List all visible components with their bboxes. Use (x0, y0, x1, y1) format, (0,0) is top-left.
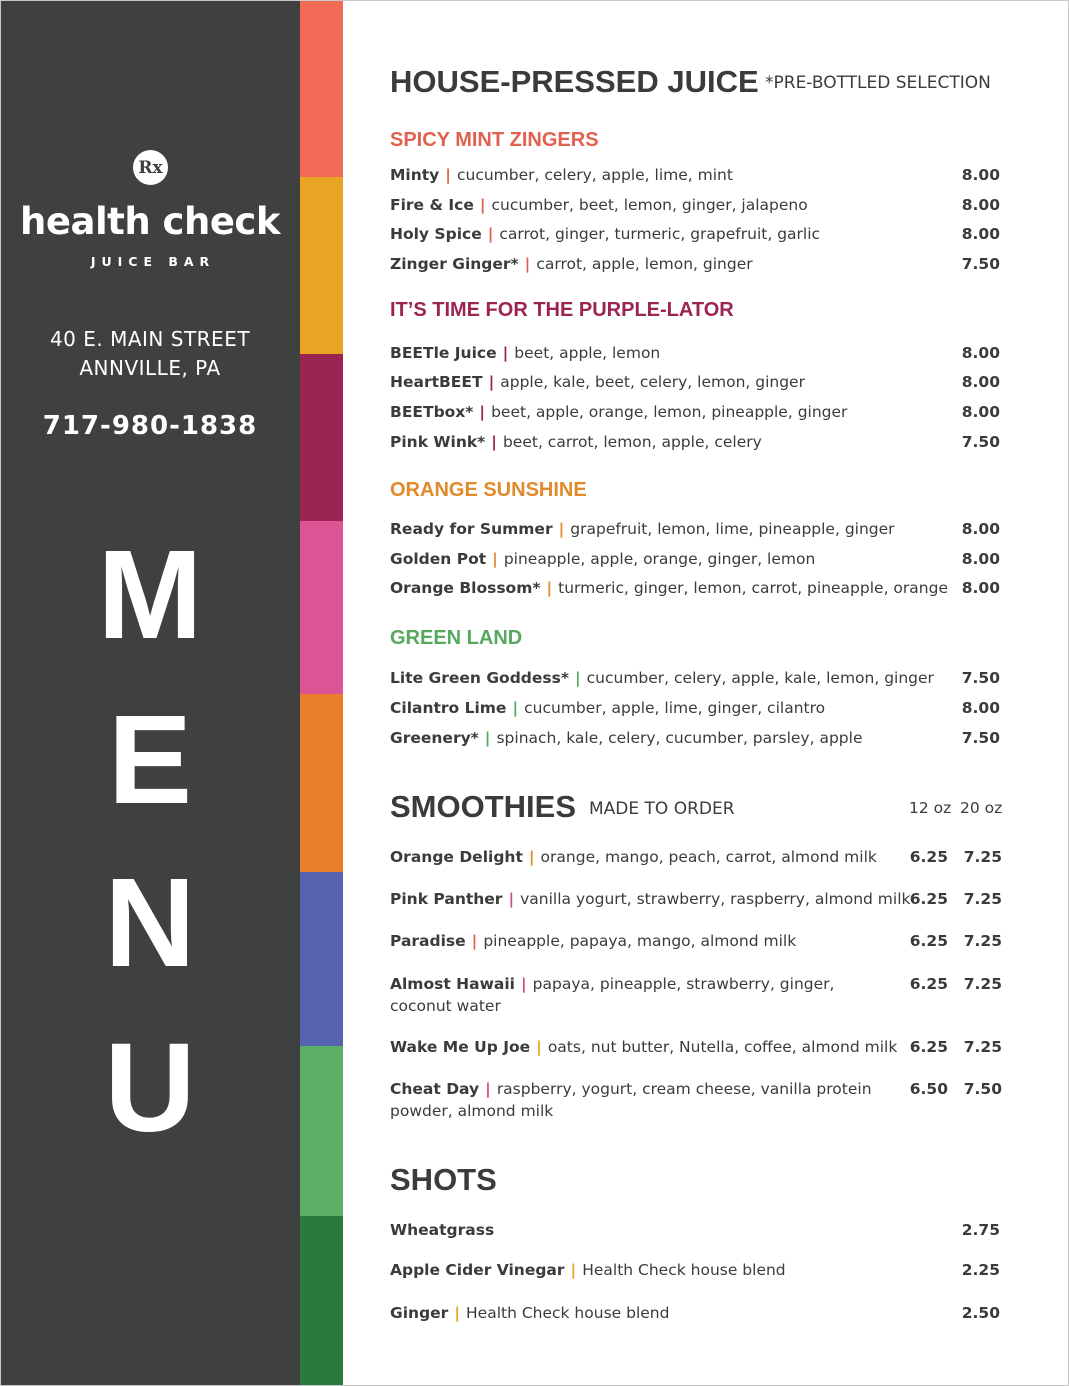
item-name: BEETbox* (390, 403, 474, 421)
item-price: 7.50 (961, 729, 1000, 747)
item-price-20oz: 7.50 (963, 1080, 1002, 1098)
item-desc: grapefruit, lemon, lime, pineapple, ginger (570, 520, 895, 538)
item-desc: apple, kale, beet, celery, lemon, ginger (500, 373, 805, 391)
item-name: Paradise (390, 932, 466, 950)
item-desc: papaya, pineapple, strawberry, ginger, (532, 975, 835, 993)
list-item: Cheat Day | raspberry, yogurt, cream cheese, vanilla protein powder, almond milk 6.50 7.50 (390, 1080, 1002, 1120)
rx-logo-icon: Rx (133, 150, 168, 185)
sidebar (0, 0, 300, 1386)
item-price: 2.25 (961, 1261, 1000, 1279)
item-price-20oz: 7.25 (963, 932, 1002, 950)
item-desc: beet, apple, lemon (514, 344, 661, 362)
list-item: Pink Panther | vanilla yogurt, strawberry, raspberry, almond milk 6.25 7.25 (390, 890, 1002, 908)
item-price-12oz: 6.25 (909, 932, 948, 950)
juice-section-note: *PRE-BOTTLED SELECTION (765, 73, 991, 93)
item-name: Orange Delight (390, 848, 523, 866)
item-name: Lite Green Goddess* (390, 669, 569, 687)
category-spicy-mint-zingers: SPICY MINT ZINGERS (390, 129, 599, 151)
item-price-12oz: 6.50 (909, 1080, 948, 1098)
item-price: 8.00 (961, 520, 1000, 538)
shots-section-title: SHOTS (390, 1162, 497, 1197)
item-name: Zinger Ginger* (390, 255, 519, 273)
item-name: Cilantro Lime (390, 699, 507, 717)
item-price-20oz: 7.25 (963, 1038, 1002, 1056)
color-strip-orange (300, 694, 343, 872)
item-price-12oz: 6.25 (909, 890, 948, 908)
address-line-1: 40 E. MAIN STREET (49, 327, 251, 351)
item-desc: raspberry, yogurt, cream cheese, vanilla protein (496, 1080, 872, 1098)
item-price: 8.00 (961, 373, 1000, 391)
item-name: Almost Hawaii (390, 975, 515, 993)
list-item: Orange Delight | orange, mango, peach, carrot, almond milk 6.25 7.25 (390, 848, 1002, 866)
list-item: Holy Spice | carrot, ginger, turmeric, grapefruit, garlic 8.00 (390, 225, 1000, 243)
size-header-12oz: 12 oz (909, 799, 952, 817)
smoothies-section-title: SMOOTHIES (390, 789, 577, 824)
item-desc: pineapple, apple, orange, ginger, lemon (503, 550, 816, 568)
item-price-12oz: 6.25 (909, 975, 948, 993)
item-name: Pink Panther (390, 890, 503, 908)
item-price-20oz: 7.25 (963, 890, 1002, 908)
color-strip-dark-green (300, 1216, 343, 1386)
item-desc: oats, nut butter, Nutella, coffee, almond milk (547, 1038, 898, 1056)
list-item: Golden Pot | pineapple, apple, orange, ginger, lemon 8.00 (390, 550, 1000, 568)
item-name: HeartBEET (390, 373, 483, 391)
item-desc: beet, carrot, lemon, apple, celery (502, 433, 762, 451)
list-item: Almost Hawaii | papaya, pineapple, strawberry, ginger, coconut water 6.25 7.25 (390, 975, 1002, 1015)
item-desc: pineapple, papaya, mango, almond milk (483, 932, 797, 950)
item-price: 2.75 (961, 1221, 1000, 1239)
item-desc: orange, mango, peach, carrot, almond milk (540, 848, 877, 866)
item-price: 7.50 (961, 433, 1000, 451)
item-desc: cucumber, celery, apple, lime, mint (456, 166, 733, 184)
address (0, 325, 300, 383)
color-strip-plum (300, 354, 343, 521)
list-item: BEETbox* | beet, apple, orange, lemon, pineapple, ginger 8.00 (390, 403, 1000, 421)
item-name: Wake Me Up Joe (390, 1038, 531, 1056)
item-price: 7.50 (961, 669, 1000, 687)
list-item: Cilantro Lime | cucumber, apple, lime, ginger, cilantro 8.00 (390, 699, 1000, 717)
item-price-12oz: 6.25 (909, 848, 948, 866)
item-desc: spinach, kale, celery, cucumber, parsley, apple (496, 729, 863, 747)
category-purple-lator: IT’S TIME FOR THE PURPLE-LATOR (390, 299, 734, 321)
color-strip-coral (300, 0, 343, 177)
list-item: HeartBEET | apple, kale, beet, celery, lemon, ginger 8.00 (390, 373, 1000, 391)
item-desc: cucumber, beet, lemon, ginger, jalapeno (491, 196, 808, 214)
size-header-20oz: 20 oz (960, 799, 1003, 817)
item-desc-continued: powder, almond milk (390, 1102, 554, 1120)
menu-letter-e: E (107, 689, 193, 830)
item-desc: carrot, ginger, turmeric, grapefruit, garlic (499, 225, 821, 243)
item-price-20oz: 7.25 (963, 975, 1002, 993)
list-item: Ginger | Health Check house blend 2.50 (390, 1304, 1000, 1322)
item-price-20oz: 7.25 (963, 848, 1002, 866)
list-item: Paradise | pineapple, papaya, mango, almond milk 6.25 7.25 (390, 932, 1002, 950)
item-name: Fire & Ice (390, 196, 474, 214)
list-item: Pink Wink* | beet, carrot, lemon, apple, celery 7.50 (390, 433, 1000, 451)
item-price: 8.00 (961, 550, 1000, 568)
list-item: Lite Green Goddess* | cucumber, celery, apple, kale, lemon, ginger 7.50 (390, 669, 1000, 687)
list-item: Fire & Ice | cucumber, beet, lemon, ginger, jalapeno 8.00 (390, 196, 1000, 214)
list-item: Wake Me Up Joe | oats, nut butter, Nutella, coffee, almond milk 6.25 7.25 (390, 1038, 1002, 1056)
list-item: Greenery* | spinach, kale, celery, cucumber, parsley, apple 7.50 (390, 729, 1000, 747)
item-desc: cucumber, celery, apple, kale, lemon, ginger (586, 669, 934, 687)
color-strip-pink (300, 521, 343, 694)
item-desc: Health Check house blend (582, 1261, 786, 1279)
list-item: Zinger Ginger* | carrot, apple, lemon, ginger 7.50 (390, 255, 1000, 273)
brand-name: health check (20, 200, 280, 243)
item-desc-continued: coconut water (390, 997, 501, 1015)
smoothies-section-note: MADE TO ORDER (589, 799, 735, 819)
item-price: 8.00 (961, 699, 1000, 717)
item-price: 8.00 (961, 166, 1000, 184)
item-desc: Health Check house blend (466, 1304, 670, 1322)
item-desc: turmeric, ginger, lemon, carrot, pineapple, orange (558, 579, 948, 597)
color-strip-blue (300, 872, 343, 1046)
menu-letter-m: M (97, 524, 203, 665)
item-name: Cheat Day (390, 1080, 480, 1098)
item-price: 2.50 (961, 1304, 1000, 1322)
item-name: Greenery* (390, 729, 479, 747)
address-line-2: ANNVILLE, PA (79, 356, 221, 380)
item-name: Golden Pot (390, 550, 487, 568)
item-desc: beet, apple, orange, lemon, pineapple, ginger (491, 403, 848, 421)
menu-letter-n: N (104, 852, 196, 993)
list-item: Orange Blossom* | turmeric, ginger, lemon, carrot, pineapple, orange 8.00 (390, 579, 1000, 597)
item-price: 8.00 (961, 225, 1000, 243)
item-price: 8.00 (961, 579, 1000, 597)
list-item: Minty | cucumber, celery, apple, lime, mint 8.00 (390, 166, 1000, 184)
item-name: BEETle Juice (390, 344, 497, 362)
list-item: Apple Cider Vinegar | Health Check house blend 2.25 (390, 1261, 1000, 1279)
color-strip-gold (300, 177, 343, 354)
list-item: Ready for Summer | grapefruit, lemon, lime, pineapple, ginger 8.00 (390, 520, 1000, 538)
brand-subtitle: JUICE BAR (90, 254, 216, 269)
item-price-12oz: 6.25 (909, 1038, 948, 1056)
item-name: Orange Blossom* (390, 579, 541, 597)
item-name: Minty (390, 166, 440, 184)
item-price: 7.50 (961, 255, 1000, 273)
item-name: Ready for Summer (390, 520, 553, 538)
item-price: 8.00 (961, 344, 1000, 362)
item-desc: vanilla yogurt, strawberry, raspberry, almond milk (520, 890, 911, 908)
item-name: Ginger (390, 1304, 449, 1322)
category-green-land: GREEN LAND (390, 627, 523, 649)
menu-letter-u: U (104, 1017, 196, 1158)
item-price: 8.00 (961, 196, 1000, 214)
item-name: Wheatgrass (390, 1221, 495, 1239)
juice-section-title: HOUSE-PRESSED JUICE (390, 64, 759, 99)
item-price: 8.00 (961, 403, 1000, 421)
phone-number: 717-980-1838 (42, 411, 258, 441)
item-name: Holy Spice (390, 225, 482, 243)
item-desc: carrot, apple, lemon, ginger (536, 255, 753, 273)
category-orange-sunshine: ORANGE SUNSHINE (390, 479, 587, 501)
item-name: Pink Wink* (390, 433, 486, 451)
color-strip-green (300, 1046, 343, 1216)
item-desc: cucumber, apple, lime, ginger, cilantro (524, 699, 826, 717)
list-item (390, 1219, 1002, 1241)
item-name: Apple Cider Vinegar (390, 1261, 565, 1279)
list-item: BEETle Juice | beet, apple, lemon 8.00 (390, 344, 1000, 362)
